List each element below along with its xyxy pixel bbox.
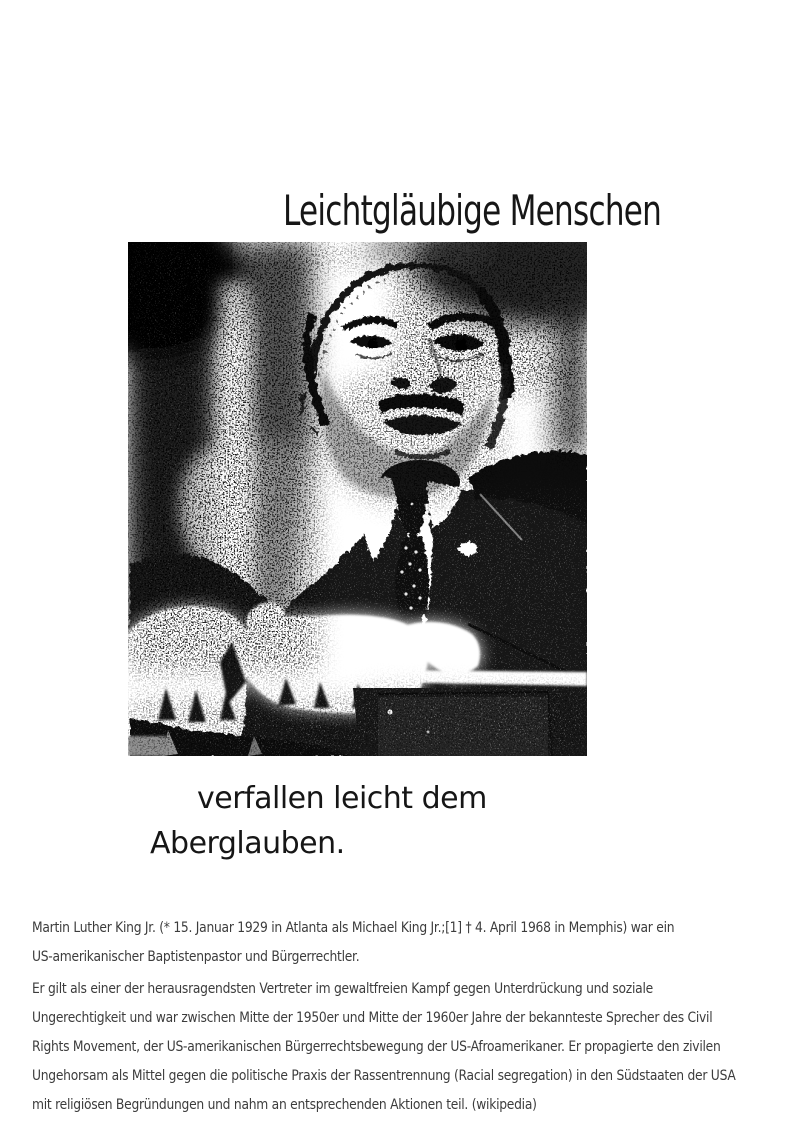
caption-line-1: verfallen leicht dem (197, 781, 487, 816)
text-line: Ungerechtigkeit und war zwischen Mitte der 1950er und Mitte der 1960er Jahre der bekannteste Sprecher des Civil (32, 1010, 713, 1026)
caption-line-2: Aberglauben. (150, 826, 345, 861)
text-line: Martin Luther King Jr. (* 15. Januar 1929 in Atlanta als Michael King Jr.;[1] † 4. April 1968 in Memphis) war ein (32, 920, 675, 936)
text-line: mit religiösen Begründungen und nahm an entsprechenden Aktionen teil. (wikipedia) (32, 1097, 537, 1113)
film-grain-light (128, 242, 587, 756)
text-line: Rights Movement, der US-amerikanischen Bürgerrechtsbewegung der US-Afroamerikaner. Er propagierte den zivilen (32, 1039, 721, 1055)
text-line: Er gilt als einer der herausragendsten Vertreter im gewaltfreien Kampf gegen Unterdrückung und soziale (32, 981, 653, 997)
text-line: US-amerikanischer Baptistenpastor und Bürgerrechtler. (32, 949, 360, 965)
paragraph-bio (32, 914, 762, 972)
headline: Leichtgläubige Menschen (283, 186, 662, 235)
mlk-photo (128, 242, 587, 756)
text-line: Ungehorsam als Mittel gegen die politische Praxis der Rassentrennung (Racial segregation) in den Südstaaten der USA (32, 1068, 736, 1084)
paragraph-legacy (32, 975, 762, 1120)
